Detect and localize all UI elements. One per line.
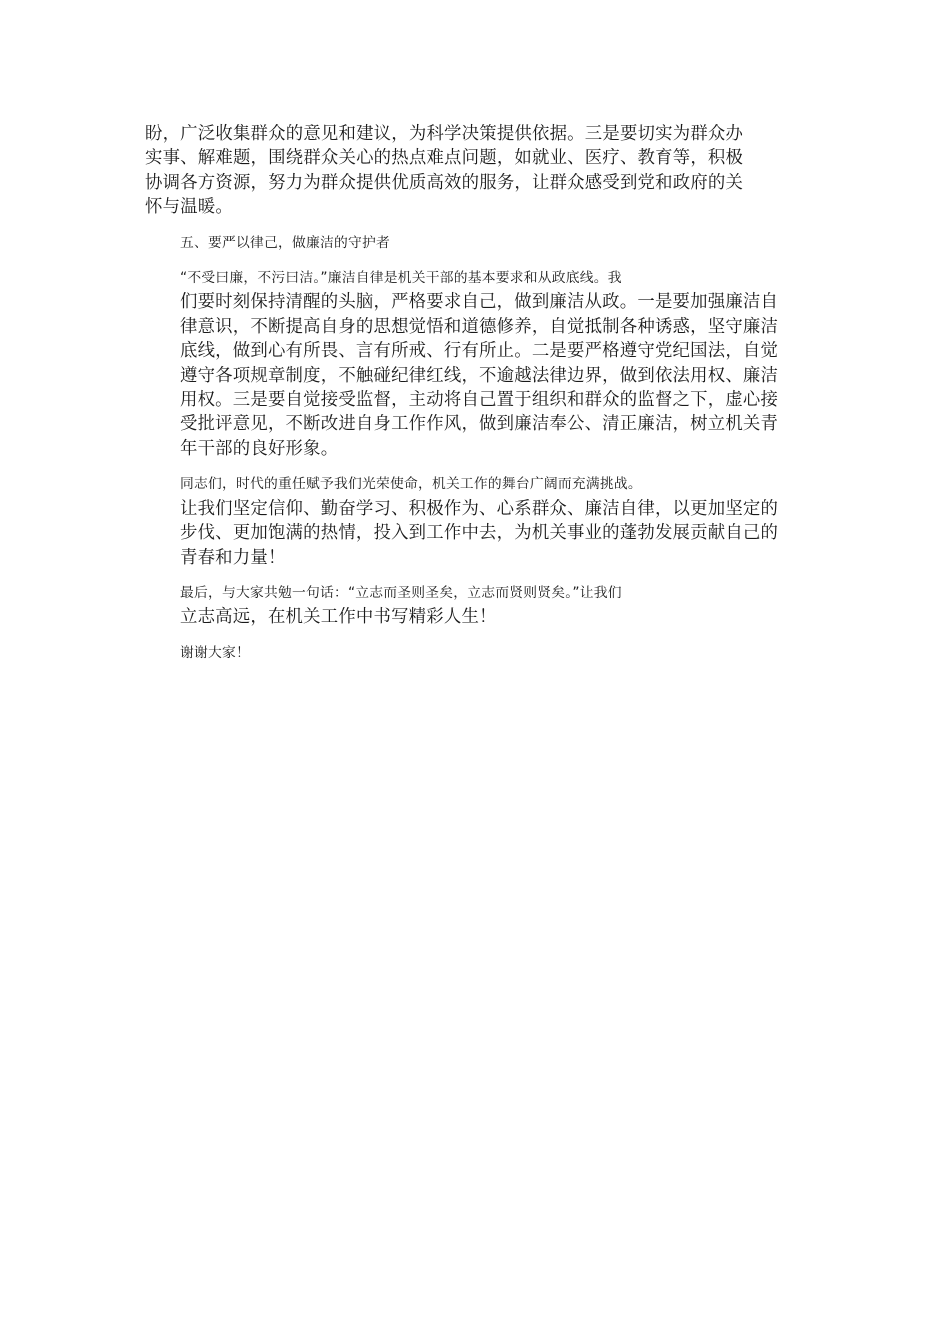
text-line: 盼，广泛收集群众的意见和建议，为科学决策提供依据。三是要切实为群众办	[145, 124, 744, 144]
document-page	[145, 122, 810, 665]
text-line: 协调各方资源，努力为群众提供优质高效的服务，让群众感受到党和政府的关	[145, 172, 744, 193]
text-line: “不受曰廉，不污曰洁。”廉洁自律是机关干部的基本要求和从政底线。我	[180, 270, 622, 287]
paragraph-comrades	[145, 472, 810, 570]
text-line: 受批评意见，不断改进自身工作作风，做到廉洁奉公、清正廉洁，树立机关青	[180, 414, 779, 435]
text-line: 们要时刻保持清醒的头脑，严格要求自己，做到廉洁从政。一是要加强廉洁自	[180, 292, 779, 313]
text-line: 最后，与大家共勉一句话：“立志而圣则圣矣，立志而贤则贤矣。”让我们	[180, 584, 622, 601]
section-heading-five	[145, 231, 810, 255]
text-line: 青春和力量！	[180, 547, 286, 568]
text-line: 用权。三是要自觉接受监督，主动将自己置于组织和群众的监督之下，虚心接	[180, 390, 779, 411]
text-line: 年干部的良好形象。	[180, 438, 339, 459]
text-line: 律意识，不断提高自身的思想觉悟和道德修养，自觉抵制各种诱惑，坚守廉洁	[180, 316, 779, 337]
text-line: 五、要严以律己，做廉洁的守护者	[180, 234, 390, 251]
text-line: 遵守各项规章制度，不触碰纪律红线，不逾越法律边界，做到依法用权、廉洁	[180, 365, 779, 386]
paragraph-closing-quote	[145, 581, 810, 630]
text-line: 立志高远，在机关工作中书写精彩人生！	[180, 607, 497, 628]
text-line: 怀与温暖。	[145, 197, 233, 218]
text-line: 底线，做到心有所畏、言有所戒、行有所止。二是要严格遵守党纪国法，自觉	[180, 341, 779, 362]
paragraph-thanks	[145, 641, 810, 665]
text-line: 实事、解难题，围绕群众关心的热点难点问题，如就业、医疗、教育等，积极	[145, 148, 744, 169]
paragraph-integrity	[145, 266, 810, 461]
text-line: 步伐、更加饱满的热情，投入到工作中去，为机关事业的蓬勃发展贡献自己的	[180, 523, 779, 544]
text-line: 谢谢大家！	[180, 644, 250, 661]
text-line: 让我们坚定信仰、勤奋学习、积极作为、心系群众、廉洁自律，以更加坚定的	[180, 498, 779, 519]
text-line: 同志们，时代的重任赋予我们光荣使命，机关工作的舞台广阔而充满挑战。	[180, 476, 642, 493]
paragraph-service-continuation	[145, 122, 810, 220]
